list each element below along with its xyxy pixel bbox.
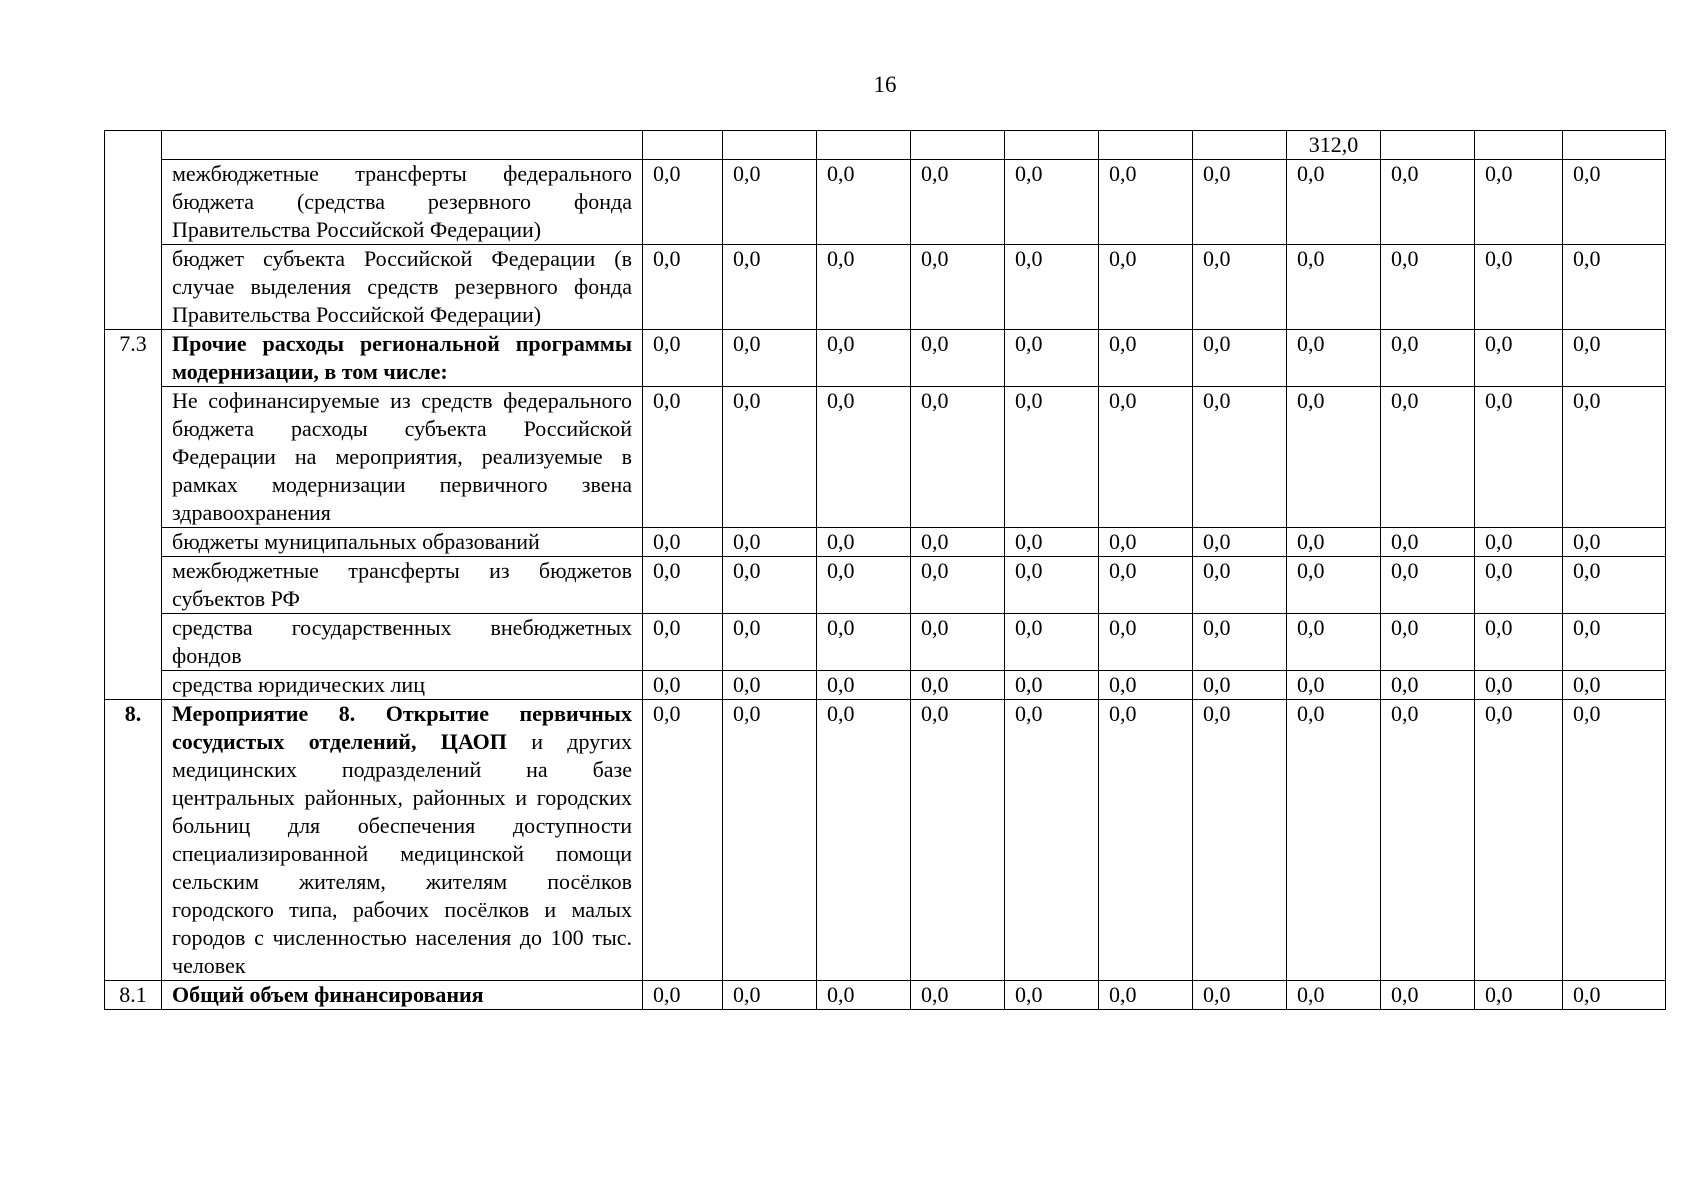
value-cell	[911, 131, 1005, 160]
value-cell: 0,0	[1099, 160, 1193, 245]
value-cell: 0,0	[1099, 557, 1193, 614]
value-cell: 0,0	[1099, 671, 1193, 700]
value-cell: 0,0	[1475, 330, 1563, 387]
value-cell: 0,0	[643, 245, 723, 330]
value-cell: 0,0	[643, 700, 723, 981]
value-cell: 0,0	[1005, 981, 1099, 1010]
value-cell: 0,0	[1193, 160, 1287, 245]
value-cell: 0,0	[1005, 330, 1099, 387]
value-cell: 0,0	[1563, 245, 1666, 330]
value-cell: 0,0	[1193, 700, 1287, 981]
value-cell: 0,0	[1005, 160, 1099, 245]
value-cell	[1005, 131, 1099, 160]
value-cell	[723, 131, 817, 160]
value-cell: 0,0	[1287, 700, 1381, 981]
value-cell: 0,0	[1475, 557, 1563, 614]
value-cell: 0,0	[817, 981, 911, 1010]
label-cell: Общий объем финансирования	[162, 981, 643, 1010]
label-cell: средства юридических лиц	[162, 671, 643, 700]
value-cell: 0,0	[1475, 981, 1563, 1010]
value-cell: 0,0	[1099, 700, 1193, 981]
table-row	[105, 981, 1666, 1010]
label-rest: и других медицинских подразделений на базе центральных районных, районных и городских больниц для обеспечения доступности специализированной медицинской помощи сельским жителям, жителям посёлков городского типа, рабочих посёлков и малых городов с численностью населения до 100 тыс. человек	[172, 729, 632, 978]
value-cell: 0,0	[1005, 387, 1099, 528]
value-cell: 0,0	[1005, 671, 1099, 700]
value-cell: 0,0	[1287, 557, 1381, 614]
value-cell: 0,0	[723, 614, 817, 671]
value-cell	[643, 131, 723, 160]
value-cell: 0,0	[1287, 671, 1381, 700]
index-cell	[105, 131, 162, 330]
value-cell: 0,0	[911, 671, 1005, 700]
value-cell: 0,0	[1381, 671, 1475, 700]
value-cell: 0,0	[911, 387, 1005, 528]
value-cell: 0,0	[1287, 330, 1381, 387]
value-cell: 0,0	[817, 700, 911, 981]
value-cell: 0,0	[1475, 160, 1563, 245]
value-cell: 0,0	[1381, 245, 1475, 330]
table-row	[105, 528, 1666, 557]
value-cell: 0,0	[1475, 528, 1563, 557]
value-cell: 0,0	[643, 160, 723, 245]
value-cell: 0,0	[723, 387, 817, 528]
value-cell: 0,0	[1287, 245, 1381, 330]
table-row	[105, 557, 1666, 614]
value-cell: 0,0	[1193, 528, 1287, 557]
label-cell: межбюджетные трансферты федерального бюджета (средства резервного фонда Правительства Российской Федерации)	[162, 160, 643, 245]
value-cell: 0,0	[1193, 614, 1287, 671]
table-row	[105, 700, 1666, 981]
label-bold: Мероприятие 8. Открытие первичных сосудистых отделений, ЦАОП	[172, 701, 632, 754]
table-row	[105, 330, 1666, 387]
value-cell: 0,0	[817, 387, 911, 528]
value-cell: 0,0	[723, 700, 817, 981]
label-cell	[162, 700, 643, 981]
value-cell: 0,0	[643, 330, 723, 387]
value-cell: 0,0	[723, 557, 817, 614]
label-cell: бюджет субъекта Российской Федерации (в случае выделения средств резервного фонда Правительства Российской Федерации)	[162, 245, 643, 330]
value-cell: 0,0	[1563, 700, 1666, 981]
value-cell	[1381, 131, 1475, 160]
value-cell	[1563, 131, 1666, 160]
value-cell: 0,0	[1193, 671, 1287, 700]
value-cell: 0,0	[1381, 700, 1475, 981]
value-cell: 0,0	[1381, 528, 1475, 557]
value-cell: 0,0	[817, 528, 911, 557]
value-cell: 0,0	[1005, 700, 1099, 981]
label-cell: средства государственных внебюджетных фондов	[162, 614, 643, 671]
value-cell: 0,0	[723, 981, 817, 1010]
value-cell: 0,0	[817, 614, 911, 671]
value-cell: 0,0	[1193, 387, 1287, 528]
value-cell: 0,0	[1193, 557, 1287, 614]
value-cell: 0,0	[911, 160, 1005, 245]
label-cell: Прочие расходы региональной программы модернизации, в том числе:	[162, 330, 643, 387]
value-cell: 0,0	[1193, 330, 1287, 387]
value-cell: 0,0	[911, 700, 1005, 981]
value-cell: 0,0	[1563, 557, 1666, 614]
value-cell: 0,0	[643, 981, 723, 1010]
value-cell: 0,0	[1099, 981, 1193, 1010]
value-cell: 0,0	[1099, 387, 1193, 528]
value-cell: 0,0	[1005, 245, 1099, 330]
index-cell: 8.	[105, 700, 162, 981]
page-number: 16	[873, 72, 897, 97]
value-cell: 0,0	[1563, 160, 1666, 245]
value-cell: 0,0	[723, 671, 817, 700]
value-cell: 0,0	[1099, 528, 1193, 557]
table-row	[105, 671, 1666, 700]
value-cell: 0,0	[1563, 330, 1666, 387]
value-cell: 0,0	[723, 245, 817, 330]
value-cell: 0,0	[1287, 387, 1381, 528]
value-cell: 0,0	[1193, 981, 1287, 1010]
value-cell: 0,0	[1099, 330, 1193, 387]
value-cell: 0,0	[1287, 160, 1381, 245]
value-cell: 0,0	[643, 557, 723, 614]
value-cell: 0,0	[1381, 330, 1475, 387]
value-cell: 0,0	[911, 245, 1005, 330]
value-cell: 0,0	[1475, 671, 1563, 700]
table-row	[105, 245, 1666, 330]
value-cell: 0,0	[1381, 614, 1475, 671]
value-cell: 0,0	[1005, 614, 1099, 671]
value-cell: 0,0	[1287, 981, 1381, 1010]
table-row	[105, 131, 1666, 160]
value-cell: 0,0	[1287, 528, 1381, 557]
table-row	[105, 614, 1666, 671]
value-cell: 0,0	[1193, 245, 1287, 330]
value-cell: 0,0	[817, 330, 911, 387]
value-cell: 0,0	[1381, 387, 1475, 528]
table-row	[105, 387, 1666, 528]
value-cell: 0,0	[911, 981, 1005, 1010]
value-cell	[817, 131, 911, 160]
value-cell: 0,0	[817, 557, 911, 614]
value-cell: 0,0	[1475, 387, 1563, 528]
value-cell: 0,0	[1563, 528, 1666, 557]
label-cell: бюджеты муниципальных образований	[162, 528, 643, 557]
value-cell: 0,0	[643, 528, 723, 557]
value-cell: 0,0	[911, 330, 1005, 387]
value-cell: 0,0	[723, 160, 817, 245]
value-cell: 0,0	[1475, 614, 1563, 671]
value-cell: 0,0	[817, 160, 911, 245]
label-cell	[162, 131, 643, 160]
value-cell: 0,0	[1563, 614, 1666, 671]
value-cell: 0,0	[643, 387, 723, 528]
value-cell: 0,0	[1563, 387, 1666, 528]
value-cell: 0,0	[643, 614, 723, 671]
value-cell: 0,0	[911, 557, 1005, 614]
value-cell: 0,0	[723, 330, 817, 387]
value-cell: 0,0	[1005, 528, 1099, 557]
value-cell: 0,0	[1475, 245, 1563, 330]
value-cell: 0,0	[1381, 160, 1475, 245]
value-cell: 0,0	[1099, 245, 1193, 330]
value-cell: 0,0	[1381, 557, 1475, 614]
label-cell: межбюджетные трансферты из бюджетов субъектов РФ	[162, 557, 643, 614]
table-row	[105, 160, 1666, 245]
value-cell: 312,0	[1287, 131, 1381, 160]
value-cell: 0,0	[817, 671, 911, 700]
label-cell: Не софинансируемые из средств федерального бюджета расходы субъекта Российской Федерации на мероприятия, реализуемые в рамках модернизации первичного звена здравоохранения	[162, 387, 643, 528]
value-cell: 0,0	[1099, 614, 1193, 671]
budget-table	[104, 130, 1666, 1010]
index-cell: 7.3	[105, 330, 162, 700]
value-cell: 0,0	[817, 245, 911, 330]
value-cell: 0,0	[1563, 671, 1666, 700]
value-cell: 0,0	[1381, 981, 1475, 1010]
value-cell: 0,0	[911, 528, 1005, 557]
value-cell: 0,0	[1287, 614, 1381, 671]
value-cell	[1099, 131, 1193, 160]
index-cell: 8.1	[105, 981, 162, 1010]
value-cell: 0,0	[1563, 981, 1666, 1010]
value-cell: 0,0	[911, 614, 1005, 671]
value-cell	[1193, 131, 1287, 160]
value-cell	[1475, 131, 1563, 160]
value-cell: 0,0	[723, 528, 817, 557]
value-cell: 0,0	[1005, 557, 1099, 614]
value-cell: 0,0	[643, 671, 723, 700]
value-cell: 0,0	[1475, 700, 1563, 981]
